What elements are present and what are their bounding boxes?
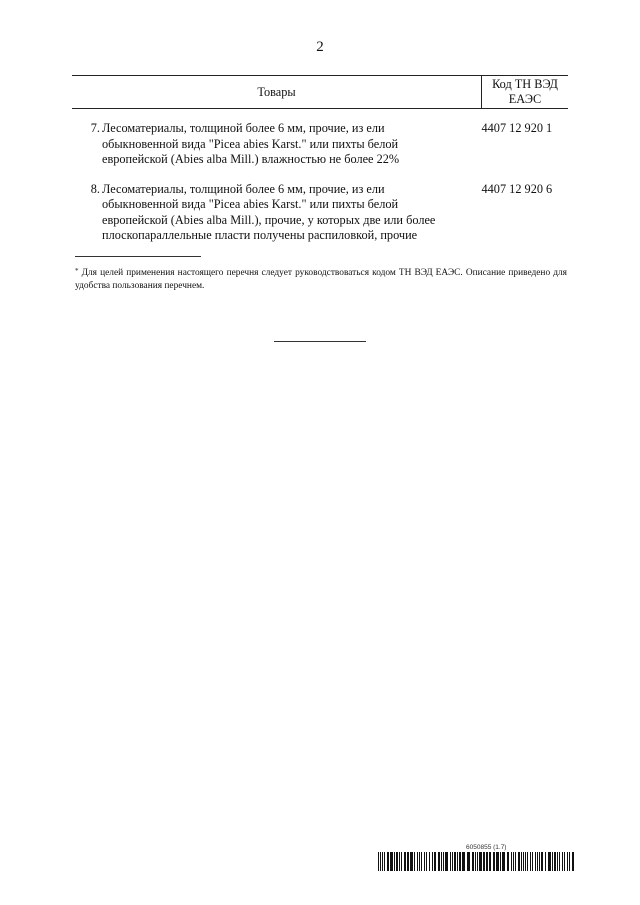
barcode-bar xyxy=(507,852,509,871)
barcode-bar xyxy=(378,852,379,871)
barcode-bar xyxy=(539,852,540,871)
barcode-bar xyxy=(467,852,470,871)
desc-line: плоскопараллельные пласти получены распиловкой, прочие xyxy=(102,228,418,242)
row-description xyxy=(102,121,482,168)
barcode-bar xyxy=(438,852,440,871)
header-code-line1: Код ТН ВЭД xyxy=(492,77,558,91)
barcode-bar xyxy=(559,852,560,871)
barcode-bar xyxy=(569,852,570,871)
barcode-bar xyxy=(396,852,398,871)
barcode-bar xyxy=(394,852,395,871)
barcode-bar xyxy=(500,852,501,871)
barcode-bar xyxy=(564,852,565,871)
row-code: 4407 12 920 1 xyxy=(481,121,553,135)
barcode-bar xyxy=(457,852,458,871)
barcode-bar xyxy=(454,852,456,871)
barcode-bar xyxy=(384,852,385,871)
barcode-bar xyxy=(545,852,546,871)
row-number: 8. xyxy=(90,181,100,196)
barcode-bar xyxy=(380,852,381,871)
barcode-bar xyxy=(401,852,402,871)
barcode-bar xyxy=(477,852,478,871)
desc-line: европейской (Abies alba Mill.), прочие, у которых две или более xyxy=(102,212,436,227)
barcode-bar xyxy=(410,852,413,871)
barcode-bar xyxy=(432,852,433,871)
desc-line: Лесоматериалы, толщиной более 6 мм, прочие, из ели xyxy=(102,181,385,196)
end-of-text-rule xyxy=(274,341,366,342)
barcode-label: 6050855 (1.7) xyxy=(466,844,507,851)
footnote-divider xyxy=(75,256,201,257)
barcode-bar xyxy=(557,852,558,871)
barcode-bar xyxy=(552,852,553,871)
barcode-bar xyxy=(429,852,430,871)
footnote-text: Для целей применения настоящего перечня следует руководствоваться кодом ТН ВЭД ЕАЭС. Описание приведено для удобства пользования перечнем. xyxy=(75,268,567,291)
footnote-mark: * xyxy=(75,267,79,275)
barcode-bar xyxy=(532,852,533,871)
barcode-bar xyxy=(417,852,418,871)
barcode-image xyxy=(378,852,574,871)
barcode-bar xyxy=(513,852,514,871)
footnote xyxy=(75,265,567,293)
barcode-bar xyxy=(523,852,524,871)
barcode-bar xyxy=(541,852,543,871)
page-number: 2 xyxy=(316,39,324,55)
barcode-bar xyxy=(450,852,451,871)
table-header-row xyxy=(72,76,568,109)
barcode-bar xyxy=(382,852,383,871)
barcode-bar xyxy=(424,852,425,871)
desc-line: Лесоматериалы, толщиной более 6 мм, прочие, из ели xyxy=(102,121,385,135)
barcode-bar xyxy=(567,852,568,871)
barcode-bar xyxy=(518,852,520,871)
header-code xyxy=(482,76,569,109)
row-description xyxy=(102,182,482,244)
barcode-bar xyxy=(387,852,389,871)
goods-table xyxy=(72,75,568,244)
table-row xyxy=(72,182,568,244)
barcode-bar xyxy=(483,852,485,871)
desc-line: обыкновенной вида "Picea abies Karst." или пихты белой xyxy=(102,136,399,151)
barcode-bar xyxy=(535,852,536,871)
barcode-bar xyxy=(511,852,512,871)
row-number: 7. xyxy=(90,121,100,135)
barcode-bar xyxy=(441,852,442,871)
barcode-bar xyxy=(530,852,531,871)
barcode-bar xyxy=(562,852,563,871)
barcode-bar xyxy=(390,852,393,871)
barcode-bar xyxy=(426,852,427,871)
barcode-bar xyxy=(462,852,465,871)
barcode-bar xyxy=(527,852,528,871)
barcode-bar xyxy=(554,852,556,871)
barcode-bar xyxy=(502,852,505,871)
barcode-bar xyxy=(548,852,551,871)
barcode-bar xyxy=(459,852,461,871)
barcode-bar xyxy=(443,852,444,871)
barcode-bar xyxy=(445,852,448,871)
barcode-bar xyxy=(496,852,499,871)
barcode-bar xyxy=(475,852,476,871)
barcode-bar xyxy=(399,852,400,871)
desc-line: обыкновенной вида "Picea abies Karst." или пихты белой xyxy=(102,197,399,211)
table-row xyxy=(72,121,568,168)
header-code-line2: ЕАЭС xyxy=(508,92,542,106)
barcode-bar xyxy=(537,852,538,871)
barcode-bar xyxy=(452,852,453,871)
header-goods: Товары xyxy=(72,76,482,109)
desc-line: европейской (Abies alba Mill.) влажностью не более 22% xyxy=(102,152,400,166)
barcode-bar xyxy=(479,852,482,871)
row-code: 4407 12 920 6 xyxy=(481,181,553,196)
barcode-bar xyxy=(486,852,488,871)
barcode-bar xyxy=(572,852,574,871)
barcode-bar xyxy=(489,852,491,871)
barcode-bar xyxy=(434,852,436,871)
barcode-bar xyxy=(407,852,409,871)
barcode-bar xyxy=(525,852,526,871)
barcode-bar xyxy=(419,852,420,871)
barcode-bar xyxy=(515,852,516,871)
barcode-bar xyxy=(421,852,422,871)
barcode-bar xyxy=(404,852,406,871)
barcode-bar xyxy=(493,852,495,871)
barcode-bar xyxy=(521,852,522,871)
barcode-bar xyxy=(472,852,474,871)
barcode-bar xyxy=(414,852,415,871)
